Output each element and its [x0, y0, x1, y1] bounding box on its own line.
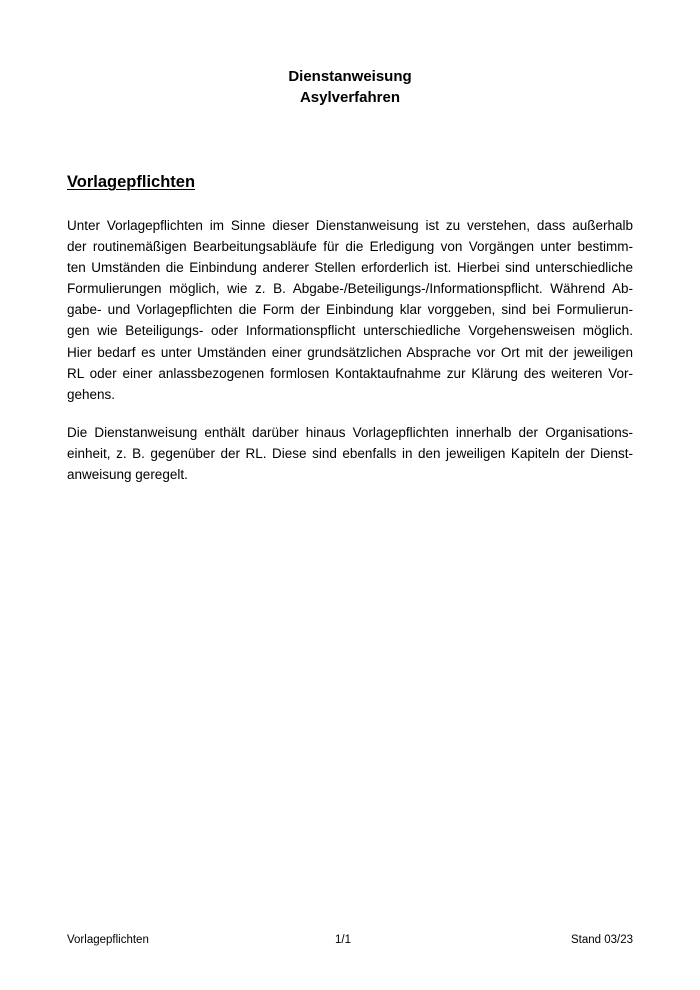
page-footer — [67, 934, 633, 950]
paragraph-line: Formulierungen möglich, wie z. B. Abgabe-/Beteiligungs-/Informationspflicht. Während Ab- — [67, 281, 633, 297]
document-title: Dienstanweisung — [288, 68, 412, 85]
document-header — [0, 66, 700, 108]
paragraph-line: RL oder einer anlassbezogenen formlosen Kontaktaufnahme zur Klärung des weiteren Vor- — [67, 365, 633, 381]
paragraph-line: gen wie Beteiligungs- oder Informationspflicht unterschiedliche Vorgehensweisen möglich. — [67, 323, 633, 339]
section-heading: Vorlagepflichten — [67, 173, 196, 191]
paragraph-line: Unter Vorlagepflichten im Sinne dieser Dienstanweisung ist zu verstehen, dass außerhalb — [67, 218, 633, 233]
paragraph-line: der routinemäßigen Bearbeitungsabläufe für die Erledigung von Vorgängen unter bestimm- — [67, 239, 633, 255]
paragraph-internal — [67, 422, 633, 485]
paragraph-line: gabe- und Vorlagepflichten die Form der Einbindung klar vorggeben, sind bei Formulierun- — [67, 302, 633, 318]
paragraph-intro — [67, 215, 633, 405]
paragraph-line: einheit, z. B. gegenüber der RL. Diese sind ebenfalls in den jeweiligen Kapiteln der Dienst- — [67, 446, 633, 462]
paragraph-line: ten Umständen die Einbindung anderer Stellen erforderlich ist. Hierbei sind unterschiedliche — [67, 260, 633, 276]
footer-page-number: 1/1 — [335, 934, 351, 946]
document-subtitle: Asylverfahren — [299, 89, 401, 106]
paragraph-line: gehens. — [67, 386, 116, 402]
paragraph-line: anweisung geregelt. — [67, 467, 188, 483]
footer-version: Stand 03/23 — [570, 934, 633, 946]
paragraph-line: Die Dienstanweisung enthält darüber hinaus Vorlagepflichten innerhalb der Organisations- — [67, 425, 633, 440]
paragraph-line: Hier bedarf es unter Umständen einer grundsätzlichen Absprache vor Ort mit der jeweiligen — [67, 344, 633, 360]
footer-chapter: Vorlagepflichten — [67, 934, 149, 946]
